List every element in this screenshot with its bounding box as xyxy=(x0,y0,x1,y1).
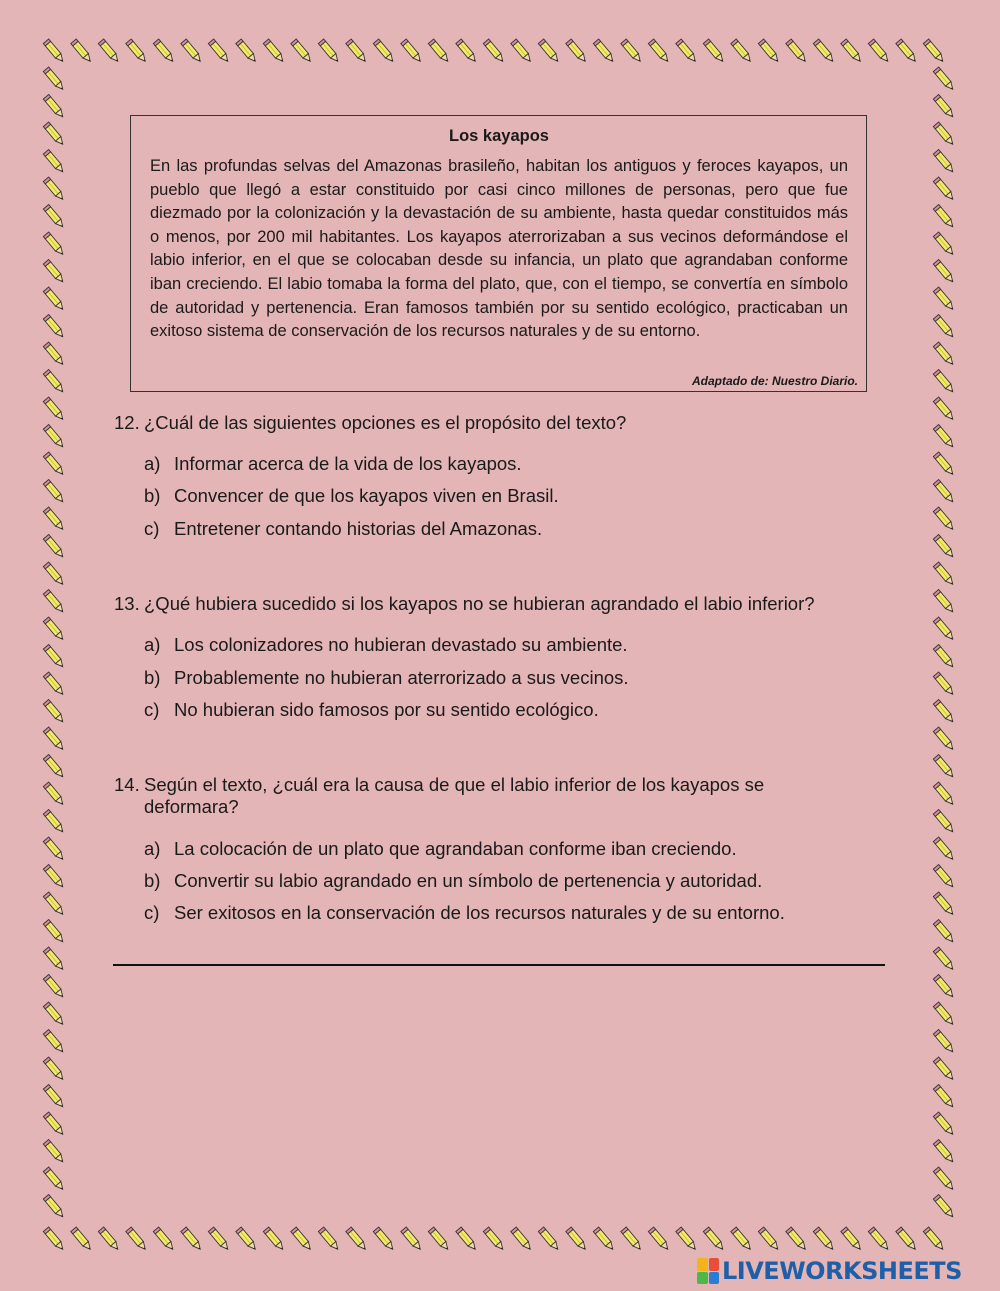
pencil-icon xyxy=(43,95,65,119)
option-letter: c) xyxy=(144,518,160,539)
separator-line xyxy=(113,964,885,966)
pencil-icon xyxy=(208,1227,230,1251)
pencil-icon xyxy=(538,39,560,63)
pencil-icon xyxy=(43,232,65,256)
reading-passage-box xyxy=(130,115,867,392)
question-number: 13. xyxy=(114,593,140,614)
pencil-icon xyxy=(43,727,65,751)
q13-option-c[interactable] xyxy=(144,699,599,721)
pencil-icon xyxy=(208,39,230,63)
pencil-icon xyxy=(813,1227,835,1251)
pencil-icon xyxy=(401,1227,423,1251)
pencil-icon xyxy=(43,837,65,861)
pencil-icon xyxy=(841,1227,863,1251)
pencil-icon xyxy=(43,370,65,394)
pencil-icon xyxy=(43,177,65,201)
pencil-icon xyxy=(456,1227,478,1251)
pencil-icon xyxy=(933,177,955,201)
pencil-icon xyxy=(933,205,955,229)
pencil-icon xyxy=(43,672,65,696)
pencil-icon xyxy=(43,617,65,641)
question-12 xyxy=(114,412,854,434)
pencil-icon xyxy=(153,39,175,63)
pencil-icon xyxy=(933,645,955,669)
pencil-icon xyxy=(346,39,368,63)
pencil-icon xyxy=(566,1227,588,1251)
option-text: Convertir su labio agrandado en un símbolo de pertenencia y autoridad. xyxy=(174,870,763,891)
liveworksheets-logo[interactable] xyxy=(697,1256,962,1286)
q14-option-c[interactable] xyxy=(144,902,785,924)
option-letter: a) xyxy=(144,838,161,859)
question-14 xyxy=(114,774,814,818)
pencil-icon xyxy=(648,1227,670,1251)
pencil-icon xyxy=(43,39,65,63)
pencil-icon xyxy=(703,1227,725,1251)
option-text: No hubieran sido famosos por su sentido ecológico. xyxy=(174,699,599,720)
pencil-icon xyxy=(731,39,753,63)
pencil-icon xyxy=(43,947,65,971)
pencil-icon xyxy=(43,1140,65,1164)
pencil-icon xyxy=(43,260,65,284)
pencil-icon xyxy=(43,562,65,586)
pencil-icon xyxy=(126,1227,148,1251)
pencil-icon xyxy=(868,1227,890,1251)
pencil-icon xyxy=(923,39,945,63)
option-letter: a) xyxy=(144,453,161,474)
pencil-icon xyxy=(731,1227,753,1251)
pencil-icon xyxy=(181,1227,203,1251)
pencil-icon xyxy=(758,1227,780,1251)
pencil-icon xyxy=(933,892,955,916)
option-text: La colocación de un plato que agrandaban conforme iban creciendo. xyxy=(174,838,737,859)
pencil-icon xyxy=(318,1227,340,1251)
pencil-icon xyxy=(896,39,918,63)
pencil-icon xyxy=(43,1227,65,1251)
pencil-icon xyxy=(43,810,65,834)
q14-option-b[interactable] xyxy=(144,870,762,892)
pencil-icon xyxy=(98,39,120,63)
pencil-icon xyxy=(428,1227,450,1251)
pencil-icon xyxy=(933,397,955,421)
pencil-icon xyxy=(933,837,955,861)
pencil-icon xyxy=(933,1002,955,1026)
pencil-icon xyxy=(43,425,65,449)
reading-body: En las profundas selvas del Amazonas brasileño, habitan los antiguos y feroces kayapos, un pueblo que llegó a estar constituido por casi cinco millones de personas, pero que fue diezmado por la colonización y la devastación de su ambiente, hasta quedar constituidos más o menos, por 200 mil habitantes. Los kayapos aterrorizaban a sus vecinos deformándose el labio inferior, en el que se colocaban desde su infancia, un plato que agrandaban conforme iban creciendo. El labio tomaba la forma del plato, que, con el tiempo, se convertía en símbolo de autoridad y pertenencia. Eran famosos también por su sentido ecológico, practicaban un exitoso sistema de conservación de los recursos naturales y de su entorno. xyxy=(150,157,848,341)
q12-option-b[interactable] xyxy=(144,485,559,507)
pencil-icon xyxy=(71,39,93,63)
pencil-icon xyxy=(933,562,955,586)
pencil-icon xyxy=(593,39,615,63)
pencil-icon xyxy=(648,39,670,63)
pencil-icon xyxy=(43,342,65,366)
pencil-icon xyxy=(933,260,955,284)
pencil-icon xyxy=(236,39,258,63)
pencil-icon xyxy=(153,1227,175,1251)
pencil-icon xyxy=(841,39,863,63)
pencil-icon xyxy=(933,1112,955,1136)
pencil-icon xyxy=(43,865,65,889)
pencil-icon xyxy=(896,1227,918,1251)
pencil-icon xyxy=(933,122,955,146)
option-text: Ser exitosos en la conservación de los recursos naturales y de su entorno. xyxy=(174,902,785,923)
pencil-icon xyxy=(43,700,65,724)
pencil-icon xyxy=(43,975,65,999)
pencil-icon xyxy=(933,727,955,751)
question-number: 12. xyxy=(114,412,140,433)
pencil-icon xyxy=(703,39,725,63)
question-text: Según el texto, ¿cuál era la causa de que el labio inferior de los kayapos se deformara? xyxy=(144,774,765,817)
pencil-icon xyxy=(933,342,955,366)
pencil-icon xyxy=(511,1227,533,1251)
pencil-icon xyxy=(758,39,780,63)
pencil-icon xyxy=(43,507,65,531)
pencil-icon xyxy=(373,1227,395,1251)
pencil-icon xyxy=(43,67,65,91)
pencil-icon xyxy=(43,892,65,916)
pencil-icon xyxy=(813,39,835,63)
pencil-icon xyxy=(538,1227,560,1251)
option-letter: a) xyxy=(144,634,161,655)
pencil-icon xyxy=(933,452,955,476)
pencil-icon xyxy=(933,480,955,504)
option-letter: b) xyxy=(144,870,161,891)
pencil-icon xyxy=(933,287,955,311)
pencil-icon xyxy=(401,39,423,63)
pencil-icon xyxy=(566,39,588,63)
pencil-icon xyxy=(43,1057,65,1081)
pencil-icon xyxy=(933,1057,955,1081)
pencil-icon xyxy=(923,1227,945,1251)
pencil-icon xyxy=(43,452,65,476)
pencil-icon xyxy=(43,287,65,311)
pencil-icon xyxy=(511,39,533,63)
pencil-icon xyxy=(43,480,65,504)
pencil-icon xyxy=(933,425,955,449)
pencil-icon xyxy=(786,1227,808,1251)
pencil-icon xyxy=(43,782,65,806)
pencil-icon xyxy=(933,1195,955,1219)
question-text: ¿Qué hubiera sucedido si los kayapos no se hubieran agrandado el labio inferior? xyxy=(144,593,815,614)
pencil-icon xyxy=(98,1227,120,1251)
option-text: Informar acerca de la vida de los kayapos. xyxy=(174,453,522,474)
pencil-icon xyxy=(868,39,890,63)
pencil-icon xyxy=(933,370,955,394)
pencil-icon xyxy=(236,1227,258,1251)
pencil-icon xyxy=(71,1227,93,1251)
option-letter: c) xyxy=(144,902,160,923)
pencil-icon xyxy=(483,39,505,63)
pencil-icon xyxy=(43,920,65,944)
pencil-icon xyxy=(933,865,955,889)
pencil-icon xyxy=(621,1227,643,1251)
pencil-icon xyxy=(373,39,395,63)
pencil-icon xyxy=(593,1227,615,1251)
option-text: Entretener contando historias del Amazonas. xyxy=(174,518,543,539)
pencil-icon xyxy=(933,1030,955,1054)
pencil-icon xyxy=(933,95,955,119)
pencil-icon xyxy=(126,39,148,63)
pencil-icon xyxy=(291,39,313,63)
pencil-icon xyxy=(933,920,955,944)
liveworksheets-logo-icon xyxy=(697,1258,719,1284)
pencil-icon xyxy=(933,617,955,641)
pencil-icon xyxy=(43,590,65,614)
option-text: Convencer de que los kayapos viven en Brasil. xyxy=(174,485,559,506)
pencil-icon xyxy=(181,39,203,63)
pencil-icon xyxy=(346,1227,368,1251)
pencil-icon xyxy=(676,1227,698,1251)
pencil-icon xyxy=(263,39,285,63)
pencil-icon xyxy=(291,1227,313,1251)
pencil-icon xyxy=(933,1140,955,1164)
pencil-icon xyxy=(933,700,955,724)
pencil-icon xyxy=(43,1030,65,1054)
pencil-icon xyxy=(483,1227,505,1251)
pencil-icon xyxy=(676,39,698,63)
pencil-icon xyxy=(428,39,450,63)
pencil-icon xyxy=(43,1112,65,1136)
reading-source: Adaptado de: Nuestro Diario. xyxy=(691,374,858,388)
pencil-icon xyxy=(933,975,955,999)
pencil-icon xyxy=(318,39,340,63)
pencil-icon xyxy=(933,507,955,531)
pencil-icon xyxy=(933,1085,955,1109)
pencil-icon xyxy=(43,1167,65,1191)
pencil-icon xyxy=(933,1167,955,1191)
pencil-icon xyxy=(933,810,955,834)
question-number: 14. xyxy=(114,774,140,795)
pencil-icon xyxy=(786,39,808,63)
pencil-icon xyxy=(43,205,65,229)
pencil-icon xyxy=(933,755,955,779)
pencil-icon xyxy=(263,1227,285,1251)
pencil-icon xyxy=(43,397,65,421)
pencil-icon xyxy=(621,39,643,63)
pencil-icon xyxy=(43,315,65,339)
reading-title: Los kayapos xyxy=(449,127,549,145)
pencil-icon xyxy=(933,535,955,559)
logo-text: LIVEWORKSHEETS xyxy=(722,1257,962,1285)
pencil-icon xyxy=(933,947,955,971)
pencil-icon xyxy=(43,150,65,174)
q12-option-c[interactable] xyxy=(144,518,542,540)
pencil-icon xyxy=(43,1002,65,1026)
pencil-icon xyxy=(43,535,65,559)
pencil-icon xyxy=(43,755,65,779)
pencil-icon xyxy=(43,122,65,146)
q13-option-a[interactable] xyxy=(144,634,628,656)
option-letter: b) xyxy=(144,667,161,688)
option-letter: c) xyxy=(144,699,160,720)
pencil-icon xyxy=(933,232,955,256)
pencil-icon xyxy=(933,315,955,339)
pencil-icon xyxy=(933,150,955,174)
q13-option-b[interactable] xyxy=(144,667,629,689)
option-text: Probablemente no hubieran aterrorizado a sus vecinos. xyxy=(174,667,629,688)
pencil-icon xyxy=(43,645,65,669)
pencil-icon xyxy=(933,672,955,696)
pencil-icon xyxy=(43,1195,65,1219)
question-13 xyxy=(114,593,854,615)
q12-option-a[interactable] xyxy=(144,453,522,475)
pencil-icon xyxy=(933,67,955,91)
pencil-icon xyxy=(933,782,955,806)
option-text: Los colonizadores no hubieran devastado su ambiente. xyxy=(174,634,628,655)
pencil-icon xyxy=(456,39,478,63)
option-letter: b) xyxy=(144,485,161,506)
question-text: ¿Cuál de las siguientes opciones es el propósito del texto? xyxy=(144,412,627,433)
pencil-icon xyxy=(43,1085,65,1109)
q14-option-a[interactable] xyxy=(144,838,737,860)
pencil-icon xyxy=(933,590,955,614)
